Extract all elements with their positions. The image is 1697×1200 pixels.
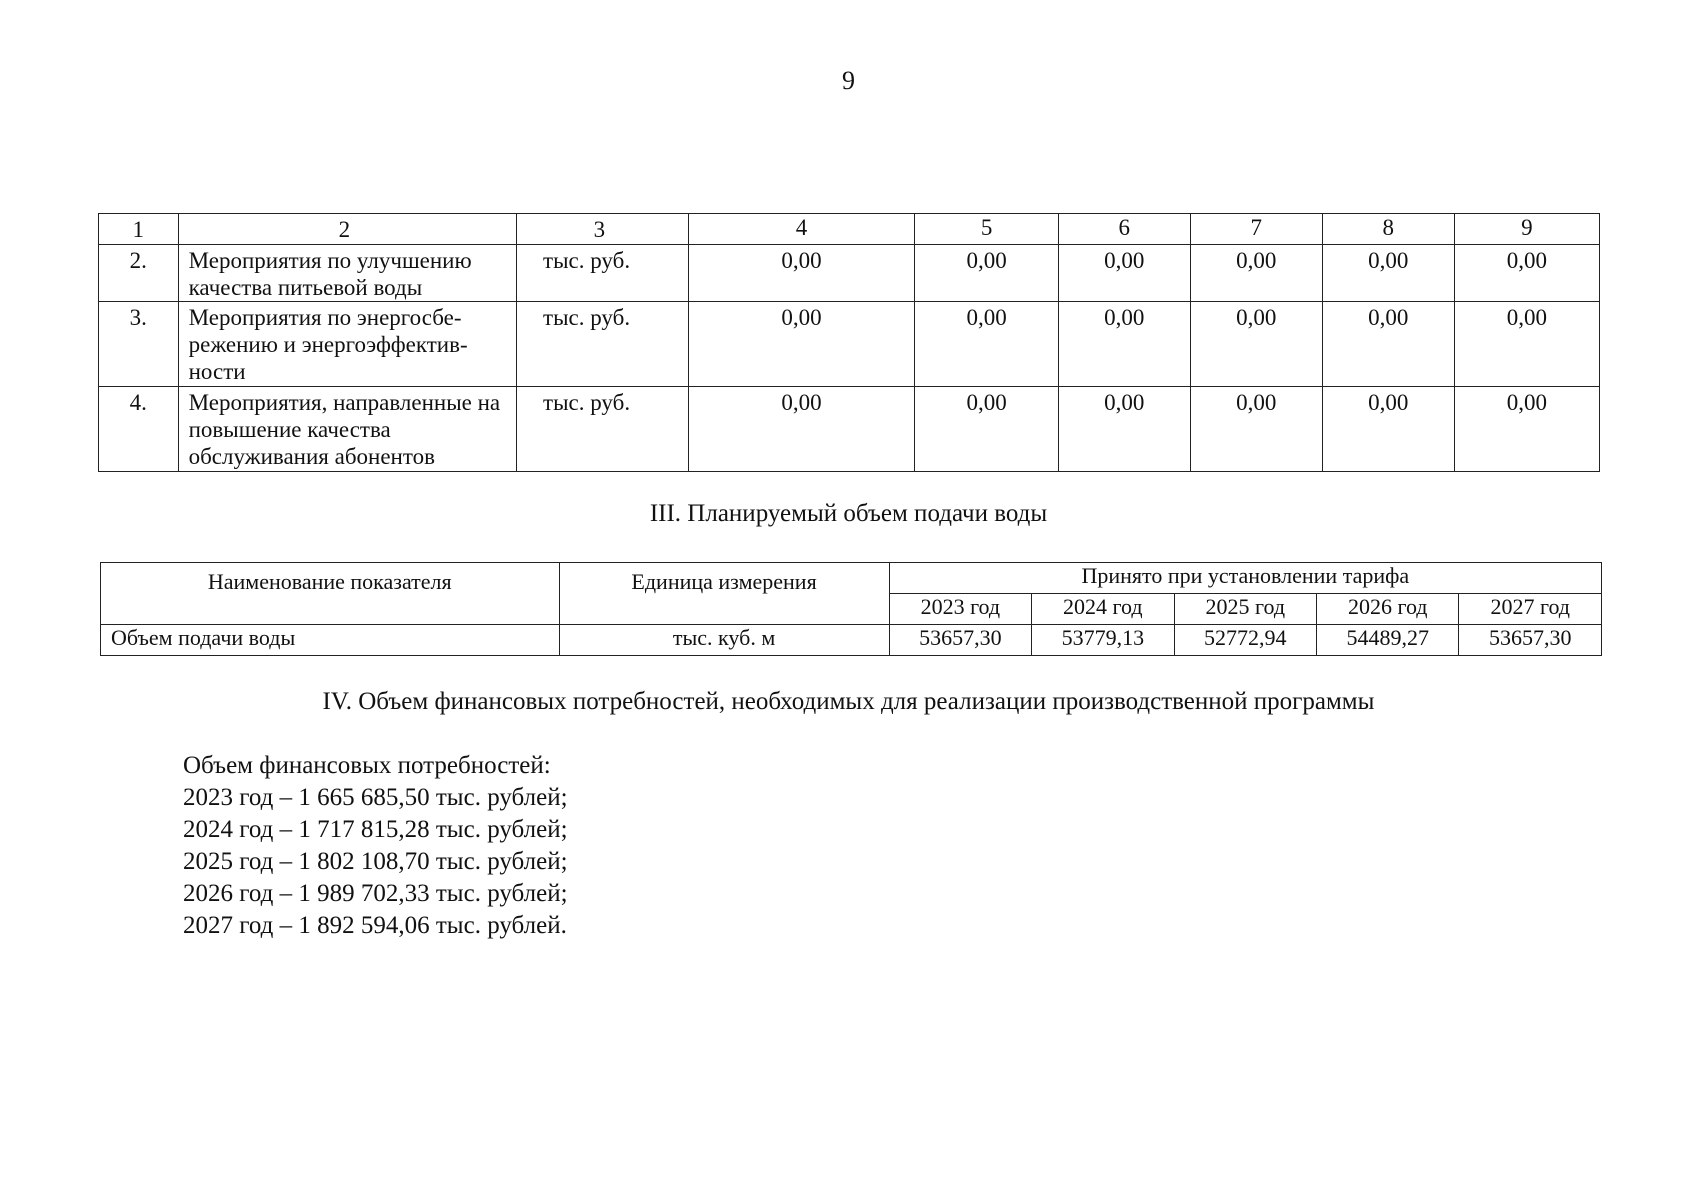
financial-line: 2026 год – 1 989 702,33 тыс. рублей; [183, 880, 568, 907]
year-header: 2026 год [1317, 594, 1459, 625]
financial-line: 2024 год – 1 717 815,28 тыс. рублей; [183, 816, 568, 843]
table-header-row [99, 214, 1600, 245]
section-3-title: III. Планируемый объем подачи воды [649, 500, 1048, 527]
row-number: 2. [99, 245, 179, 302]
financial-line: 2025 год – 1 802 108,70 тыс. рублей; [183, 848, 568, 875]
value-cell: 0,00 [1454, 302, 1599, 387]
value-cell: 0,00 [688, 302, 915, 387]
column-number: 7 [1190, 214, 1322, 245]
column-number: 3 [517, 214, 689, 245]
table-row [99, 387, 1600, 472]
value-cell: 0,00 [915, 245, 1058, 302]
year-header: 2023 год [889, 594, 1031, 625]
activity-name: Мероприятия по улучшению качества питьевой воды [178, 245, 516, 302]
value-cell: 0,00 [915, 302, 1058, 387]
financial-needs-intro: Объем финансовых потребностей: [183, 752, 551, 779]
column-header-group: Принято при установлении тарифа [889, 563, 1601, 594]
section-4-title: IV. Объем финансовых потребностей, необходимых для реализации производственной программы [322, 688, 1375, 715]
value-cell: 0,00 [1190, 302, 1322, 387]
column-number: 6 [1058, 214, 1190, 245]
row-number: 3. [99, 302, 179, 387]
page-number: 9 [842, 66, 855, 95]
value-cell: 54489,27 [1317, 625, 1459, 656]
table-row [99, 302, 1600, 387]
year-header: 2027 год [1459, 594, 1602, 625]
column-number: 9 [1454, 214, 1599, 245]
value-cell: 0,00 [688, 245, 915, 302]
year-header: 2025 год [1174, 594, 1316, 625]
value-cell: 0,00 [915, 387, 1058, 472]
unit-cell: тыс. руб. [517, 245, 689, 302]
value-cell: 53779,13 [1032, 625, 1174, 656]
year-header: 2024 год [1032, 594, 1174, 625]
value-cell: 0,00 [1058, 302, 1190, 387]
unit-cell: тыс. руб. [517, 387, 689, 472]
value-cell: 0,00 [1322, 302, 1454, 387]
indicator-name: Объем подачи воды [101, 625, 560, 656]
value-cell: 53657,30 [889, 625, 1031, 656]
water-supply-table [100, 562, 1602, 656]
column-header-unit: Единица измерения [559, 563, 889, 625]
column-number: 8 [1322, 214, 1454, 245]
value-cell: 0,00 [1058, 245, 1190, 302]
column-number: 2 [178, 214, 516, 245]
value-cell: 0,00 [1190, 387, 1322, 472]
value-cell: 0,00 [1058, 387, 1190, 472]
table-header-row [101, 563, 1602, 594]
table-row [99, 245, 1600, 302]
value-cell: 52772,94 [1174, 625, 1316, 656]
table-row [101, 625, 1602, 656]
column-header-name: Наименование показателя [101, 563, 560, 625]
value-cell: 0,00 [1322, 387, 1454, 472]
column-number: 1 [99, 214, 179, 245]
activity-name: Мероприятия, направленные на повышение качества обслуживания абонентов [178, 387, 516, 472]
value-cell: 0,00 [688, 387, 915, 472]
value-cell: 0,00 [1322, 245, 1454, 302]
value-cell: 0,00 [1190, 245, 1322, 302]
row-number: 4. [99, 387, 179, 472]
activities-table [98, 213, 1600, 472]
column-number: 5 [915, 214, 1058, 245]
financial-line: 2023 год – 1 665 685,50 тыс. рублей; [183, 784, 568, 811]
column-number: 4 [688, 214, 915, 245]
unit-cell: тыс. куб. м [559, 625, 889, 656]
financial-needs-block [183, 750, 568, 942]
value-cell: 0,00 [1454, 245, 1599, 302]
value-cell: 0,00 [1454, 387, 1599, 472]
financial-line: 2027 год – 1 892 594,06 тыс. рублей. [183, 912, 567, 939]
unit-cell: тыс. руб. [517, 302, 689, 387]
value-cell: 53657,30 [1459, 625, 1602, 656]
activity-name: Мероприятия по энергосбе-режению и энергоэффектив-ности [178, 302, 516, 387]
